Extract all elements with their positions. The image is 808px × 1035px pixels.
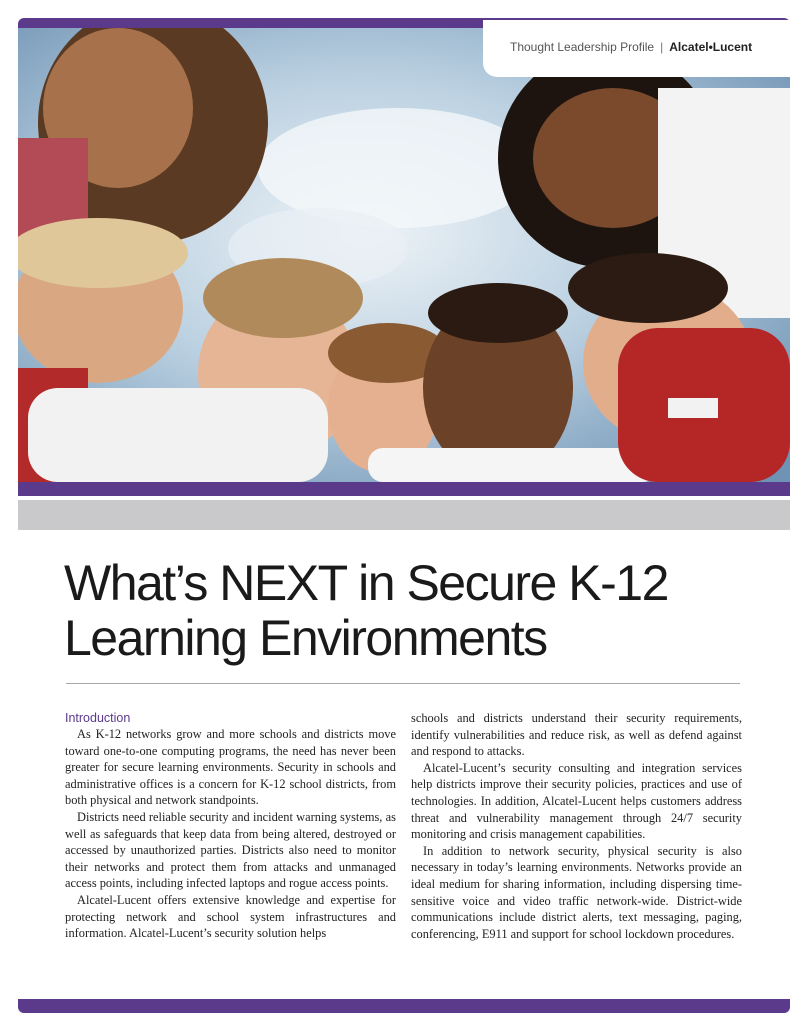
children-huddle-photo-icon bbox=[18, 28, 790, 482]
bottom-accent-bar bbox=[18, 999, 790, 1013]
header bbox=[510, 40, 752, 54]
paragraph: Alcatel-Lucent’s security consulting and integration services help districts improve their security policies, practices and use of technologies. In addition, Alcatel-Lucent helps customers address threat and vulnerability management through 24/7 security monitoring and crisis management capabilities. bbox=[411, 760, 742, 842]
paragraph: Districts need reliable security and incident warning systems, as well as safeguards that keep data from being altered, destroyed or accessed by unauthorized parties. Districts also need to monitor their networks and protect them from attacks and unmanaged access points, including infected laptops and rogue access points. bbox=[65, 809, 396, 891]
right-column bbox=[411, 710, 742, 942]
brand-logo: Alcatel•Lucent bbox=[669, 40, 753, 54]
purple-band bbox=[18, 482, 790, 496]
left-column bbox=[65, 710, 396, 942]
page-title bbox=[64, 556, 764, 666]
section-heading: Introduction bbox=[65, 711, 131, 725]
header-separator: | bbox=[660, 40, 664, 54]
hero-photo bbox=[18, 28, 790, 482]
divider bbox=[66, 683, 740, 684]
gray-band bbox=[18, 500, 790, 530]
title-line-1: What’s NEXT in Secure K-12 bbox=[64, 555, 668, 611]
paragraph: In addition to network security, physical security is also necessary in today’s learning environments. Networks provide an ideal medium for sharing information, including dispersing time-sensitive voice and video traffic network-wide. District-wide communications include district alerts, text messaging, paging, conferencing, E911 and support for school lockdown procedures. bbox=[411, 843, 742, 941]
title-line-2: Learning Environments bbox=[64, 610, 547, 666]
paragraph: schools and districts understand their security requirements, identify vulnerabilities and reduce risk, as well as defend against and respond to attacks. bbox=[411, 711, 742, 759]
profile-label: Thought Leadership Profile bbox=[510, 40, 655, 54]
paragraph: Alcatel-Lucent offers extensive knowledge and expertise for protecting network and school system infrastructures and information. Alcatel-Lucent’s security solution helps bbox=[65, 892, 396, 941]
paragraph: As K-12 networks grow and more schools and districts move toward one-to-one computing programs, the need has never been greater for secure learning environments. Security in schools and administrative offices is a concern for K-12 school districts, from both physical and network standpoints. bbox=[65, 727, 396, 808]
